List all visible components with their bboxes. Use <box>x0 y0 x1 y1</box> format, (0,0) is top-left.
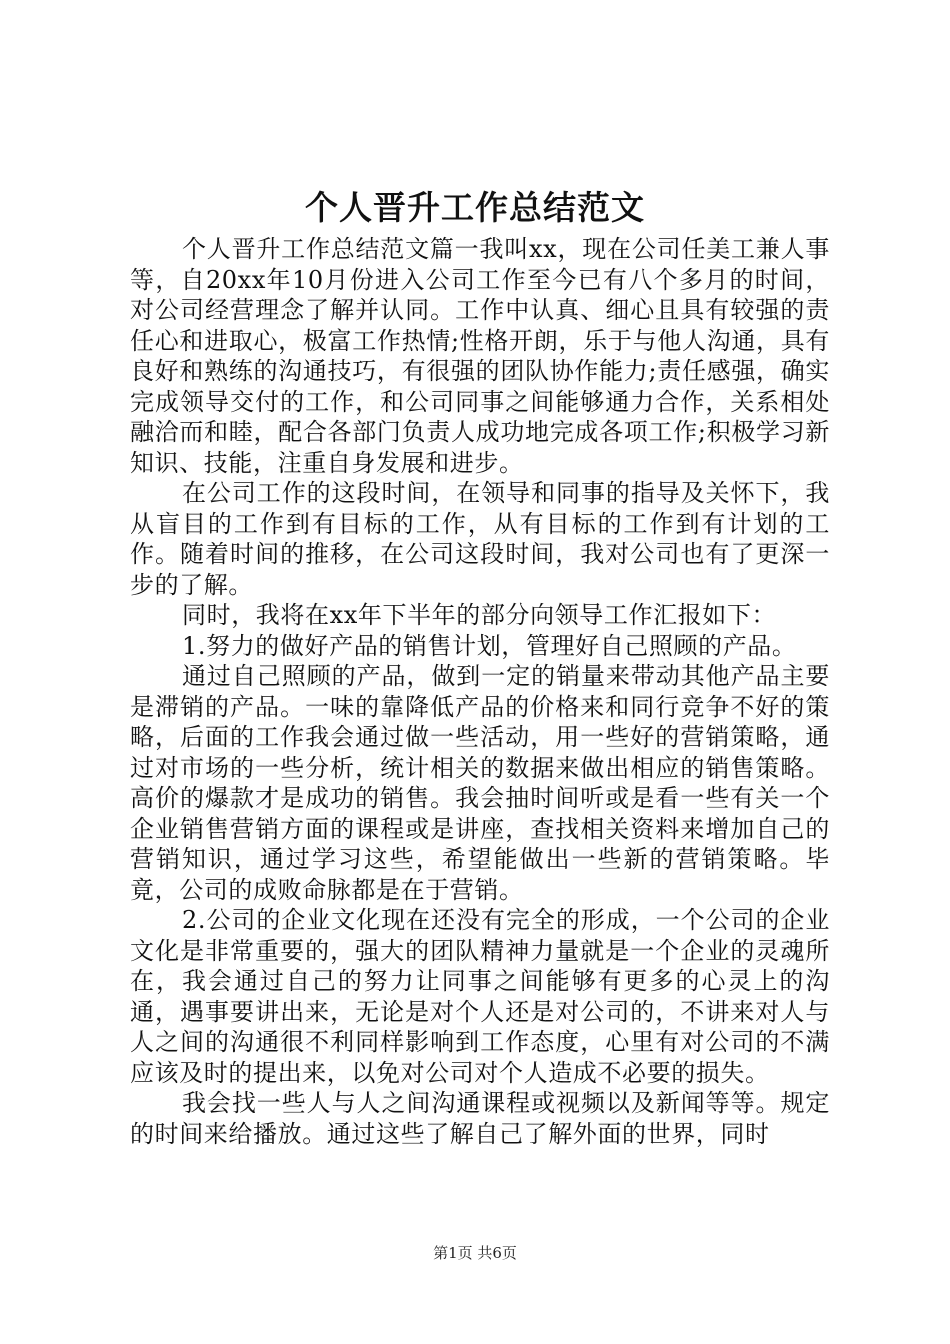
paragraph-intro: 个人晋升工作总结范文篇一我叫xx，现在公司任美工兼人事等，自20xx年10月份进入公司工作至今已有八个多月的时间，对公司经营理念了解并认同。工作中认真、细心且具有较强的责任心和进取心，极富工作热情;性格开朗，乐于与他人沟通，具有良好和熟练的沟通技巧，有很强的团队协作能力;责任感强，确实完成领导交付的工作，和公司同事之间能够通力合作，关系相处融洽而和睦，配合各部门负责人成功地完成各项工作;积极学习新知识、技能，注重自身发展和进步。 <box>130 235 830 477</box>
document-body <box>130 234 830 1149</box>
paragraph-communication: 我会找一些人与人之间沟通课程或视频以及新闻等等。规定的时间来给播放。通过这些了解自己了解外面的世界，同时 <box>130 1089 830 1148</box>
document-title: 个人晋升工作总结范文 <box>305 188 645 227</box>
paragraph-item-1-detail: 通过自己照顾的产品，做到一定的销量来带动其他产品主要是滞销的产品。一味的靠降低产品的价格来和同行竞争不好的策略，后面的工作我会通过做一些活动，用一些好的营销策略，通过对市场的一些分析，统计相关的数据来做出相应的销售策略。高价的爆款才是成功的销售。我会抽时间听或是看一些有关一个企业销售营销方面的课程或是讲座，查找相关资料来增加自己的营销知识，通过学习这些，希望能做出一些新的营销策略。毕竟，公司的成败命脉都是在于营销。 <box>130 662 830 904</box>
paragraph-experience: 在公司工作的这段时间，在领导和同事的指导及关怀下，我从盲目的工作到有目标的工作，从有目标的工作到有计划的工作。随着时间的推移，在公司这段时间，我对公司也有了更深一步的了解。 <box>130 479 830 599</box>
page-number-footer: 第1页 共6页 <box>433 1244 517 1262</box>
paragraph-item-2: 2.公司的企业文化现在还没有完全的形成，一个公司的企业文化是非常重要的，强大的团队精神力量就是一个企业的灵魂所在，我会通过自己的努力让同事之间能够有更多的心灵上的沟通，遇事要讲出来，无论是对个人还是对公司的，不讲来对人与人之间的沟通很不利同样影响到工作态度，心里有对公司的不满应该及时的提出来，以免对公司对个人造成不必要的损失。 <box>130 906 830 1087</box>
paragraph-item-1-heading: 1.努力的做好产品的销售计划，管理好自己照顾的产品。 <box>182 631 797 660</box>
paragraph-report-intro: 同时，我将在xx年下半年的部分向领导工作汇报如下： <box>182 601 777 629</box>
